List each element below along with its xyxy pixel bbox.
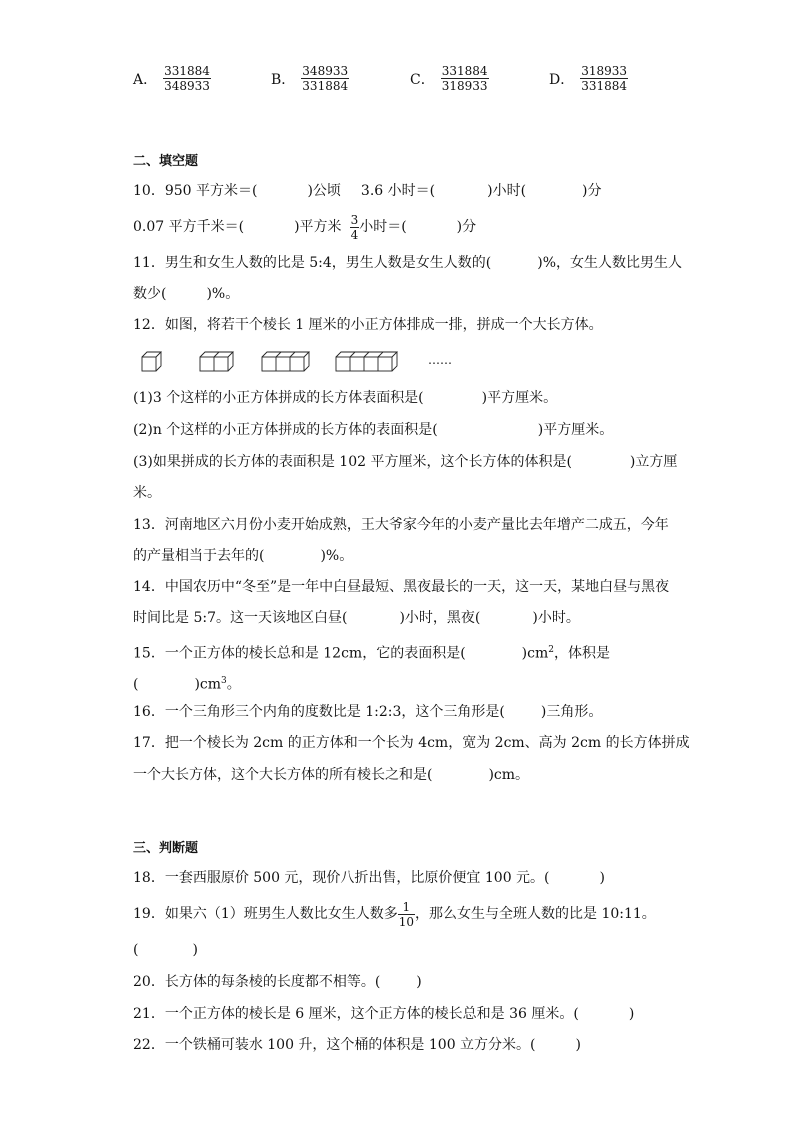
figure-ellipsis: ……: [428, 353, 452, 367]
option-a[interactable]: [133, 64, 211, 93]
section-heading-fill-in: 二、填空题: [133, 154, 199, 169]
option-label: D．: [549, 71, 575, 88]
question-11-line-2: 数少( )%。: [133, 286, 240, 302]
cube-rows-figure: [140, 349, 460, 375]
question-12-part-3-line-2: 米。: [133, 485, 161, 501]
question-14-line-2: 时间比是 5:7。这一天该地区白昼( )小时，黑夜( )小时。: [133, 610, 580, 626]
question-14-line-1: 14．中国农历中“冬至”是一年中白昼最短、黑夜最长的一天，这一天，某地白昼与黑夜: [133, 579, 670, 595]
question-10-line-2: 0.07 平方千米＝( )平方米 $\frac{3}{4}$ 小时＝( )分: [133, 212, 477, 242]
option-fraction: [441, 64, 489, 93]
question-13-line-1: 13．河南地区六月份小麦开始成熟，王大爷家今年的小麦产量比去年增产二成五，今年: [133, 517, 669, 533]
fraction-numerator: 331884: [164, 64, 210, 78]
fraction-numerator: 348933: [302, 64, 349, 78]
cube-group-1: [142, 352, 161, 371]
question-12-part-2: (2)n 个这样的小正方体拼成的长方体的表面积是( )平方厘米。: [133, 422, 614, 438]
fraction-denominator: 318933: [441, 79, 488, 93]
question-10-line-1: 10．950 平方米＝( )公顷 3.6 小时＝( )小时( )分: [133, 183, 602, 199]
option-label: B．: [271, 71, 296, 88]
option-label: C．: [410, 71, 435, 88]
option-fraction: [580, 64, 628, 93]
option-fraction: [163, 64, 211, 93]
question-13-line-2: 的产量相当于去年的( )%。: [133, 548, 354, 564]
question-21: 21．一个正方体的棱长是 6 厘米，这个正方体的棱长总和是 36 厘米。( ): [133, 1006, 635, 1022]
cube-group-2: [200, 352, 233, 371]
option-c[interactable]: [410, 64, 489, 93]
option-fraction: [301, 64, 349, 93]
question-20: 20．长方体的每条棱的长度都不相等。( ): [133, 974, 422, 990]
cube-group-4: [336, 352, 397, 371]
question-17-line-2: 一个大长方体，这个大长方体的所有棱长之和是( )cm。: [133, 767, 530, 783]
fraction-one-tenth: $\frac{1}{10}$: [398, 899, 415, 929]
question-16: 16．一个三角形三个内角的度数比是 1:2:3，这个三角形是( )三角形。: [133, 704, 603, 720]
option-d[interactable]: [549, 64, 628, 93]
fraction-three-quarters: $\frac{3}{4}$: [350, 212, 359, 242]
option-b[interactable]: [271, 64, 349, 93]
cube-group-3: [262, 352, 309, 371]
question-19-line-2: ( ): [133, 942, 198, 958]
option-label: A．: [133, 71, 158, 88]
fraction-numerator: 318933: [581, 64, 628, 78]
question-12-part-3-line-1: (3)如果拼成的长方体的表面积是 102 平方厘米，这个长方体的体积是( )立方厘: [133, 454, 678, 470]
fraction-denominator: 331884: [581, 79, 628, 93]
question-15-line-1: 15．一个正方体的棱长总和是 12cm，它的表面积是( )$cm^2$，体积是: [133, 645, 610, 662]
fraction-numerator: 331884: [441, 64, 488, 78]
question-18: 18．一套西服原价 500 元，现价八折出售，比原价便宜 100 元。( ): [133, 870, 605, 886]
question-12-stem: 12．如图，将若干个棱长 1 厘米的小正方体排成一排，拼成一个大长方体。: [133, 317, 603, 333]
fraction-denominator: 331884: [302, 79, 349, 93]
question-22: 22．一个铁桶可装水 100 升，这个桶的体积是 100 立方分米。( ): [133, 1037, 581, 1053]
section-heading-true-false: 三、判断题: [133, 841, 199, 856]
question-17-line-1: 17．把一个棱长为 2cm 的正方体和一个长为 4cm，宽为 2cm、高为 2cm 的长方体拼成: [133, 735, 690, 751]
question-15-line-2: ( )$cm^3$。: [133, 676, 241, 693]
fraction-denominator: 348933: [164, 79, 210, 93]
question-11-line-1: 11．男生和女生人数的比是 5:4，男生人数是女生人数的( )%，女生人数比男生人: [133, 255, 683, 271]
question-19-line-1: 19．如果六（1）班男生人数比女生人数多 $\frac{1}{10}$ ，那么女生与全班人数的比是 10:11。: [133, 899, 656, 929]
question-12-part-1: (1)3 个这样的小正方体拼成的长方体表面积是( )平方厘米。: [133, 390, 558, 406]
